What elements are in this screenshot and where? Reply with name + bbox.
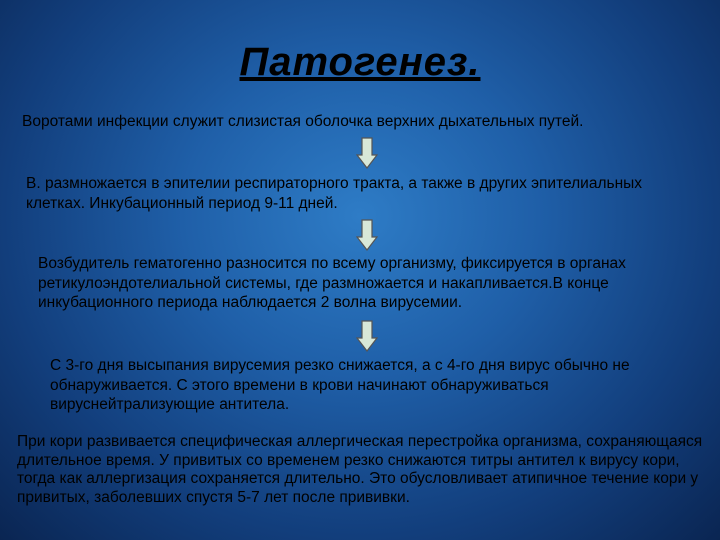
down-arrow-icon — [356, 137, 378, 169]
paragraph-viremia-decline: С 3-го дня высыпания вирусемия резко снижается, а с 4-го дня вирус обычно не обнаруживается. С этого времени в крови начинают обнаруживаться вируснейтрализующие антитела. — [50, 357, 630, 413]
down-arrow-icon — [356, 219, 378, 251]
paragraph-entry-gate: Воротами инфекции служит слизистая оболочка верхних дыхательных путей. — [22, 113, 584, 130]
down-arrow-icon — [356, 320, 378, 352]
paragraph-allergic-restructuring: При кори развивается специфическая аллергическая перестройка организма, сохраняющаяся длительное время. У привитых со временем резко снижаются титры антител к вирусу кори, тогда как аллергизация сохраняется длительно. Это обусловливает атипичное течение кори у привитых, заболевших спустя 5-7 лет после прививки. — [17, 433, 703, 506]
paragraph-replication: В. размножается в эпителии респираторного тракта, а также в других эпителиальных клетках. Инкубационный период 9-11 дней. — [26, 175, 643, 212]
slide-title: Патогенез. — [239, 40, 481, 84]
paragraph-spread: Возбудитель гематогенно разносится по всему организму, фиксируется в органах ретикулоэндотелиальной системы, где размножается и накапливается.В конце инкубационного периода наблюдается 2 волна вирусемии. — [38, 255, 626, 311]
